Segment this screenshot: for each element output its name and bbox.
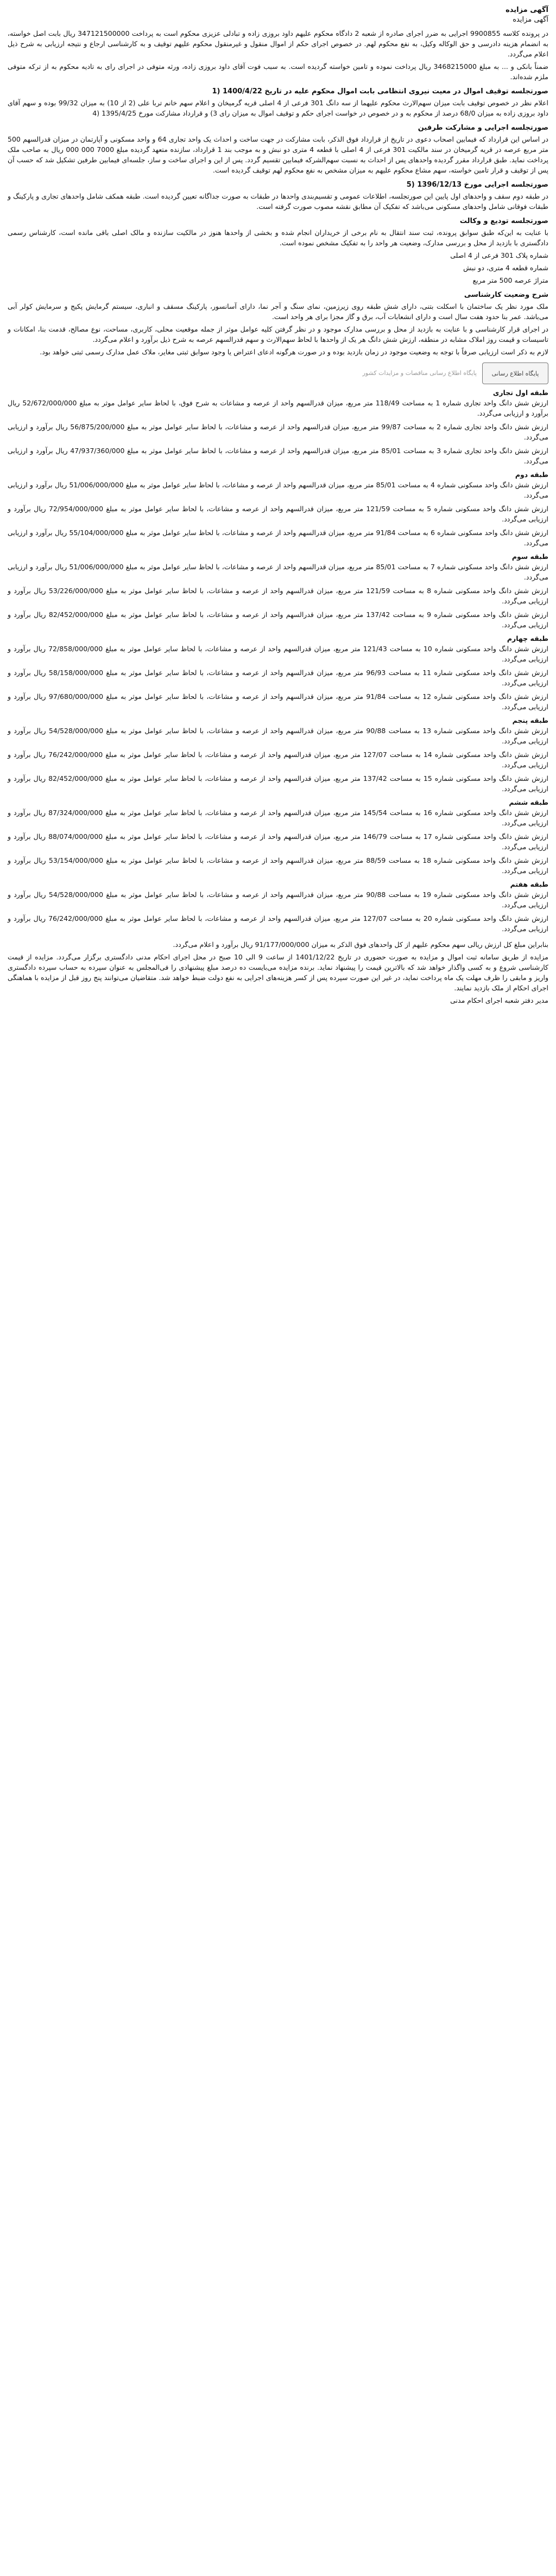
section-1-title: صورتجلسه توقیف اموال در معیت نیروی انتظامی بابت اموال محکوم علیه در تاریخ 1400/4/22 (1 [212,87,548,96]
unit-item: ارزش شش دانگ واحد تجاری شماره 1 به مساحت 118/49 متر مربع، میزان قدرالسهم واحد از عرصه و مشاعات به شرح فوق، با لحاظ سایر عوامل موثر به مبلغ 52/672/000/000 ریال برآورد و ارزیابی می‌گردد. [8,399,548,417]
floor-1-block [8,387,548,466]
section-4-detail-1: شماره پلاک 301 فرعی از 4 اصلی [450,251,548,259]
section-4-detail-2: شماره قطعه 4 متری، دو نبش [463,264,548,272]
floor-6-title: طبقه ششم [509,798,548,806]
floor-5-title: طبقه پنجم [512,716,548,724]
section-5-body-1: ملک مورد نظر یک ساختمان با اسکلت بتنی، دارای شش طبقه روی زیرزمین، نمای سنگ و آجر نما، دارای آسانسور، پارکینگ مسقف و انباری، سیستم گرمایش پکیج و سرمایش کولر آبی می‌باشد. عمر بنا حدود هفت سال است و دارای انشعابات آب، برق و گاز مجزا برای هر واحد است. [8,302,548,321]
floor-4-block [8,633,548,712]
unit-item: ارزش شش دانگ واحد مسکونی شماره 10 به مساحت 121/43 متر مربع، میزان قدرالسهم واحد از عرصه و مشاعات، با لحاظ سایر عوامل موثر به مبلغ 72/858/000/000 ریال برآورد و ارزیابی می‌گردد. [8,645,548,663]
footer-block [8,939,548,1006]
footer-paragraph-1: بنابراین مبلغ کل ارزش ریالی سهم محکوم علیهم از کل واحدهای فوق الذکر به میزان 91/177/000/000 ریال برآورد و اعلام می‌گردد. [173,940,548,949]
floor-7-block [8,879,548,934]
site-logo: پایگاه اطلاع رسانی [482,362,548,384]
section-1-body: اعلام نظر در خصوص توقیف بابت میزان سهم‌الارث محکوم علیهما از سه دانگ 301 فرعی از 4 اصلی قریه گرمیخان و اعلام سهم خانم تربا علی (2 از 10) به میزان 99/32 بوده و سهم آقای داود بروزی زاده به میزان 68/0 درصد از محکوم به و در خصوص در خواست اجرای حکم و توقیف اموال به میزان رای 3) و قرارداد مشارکت مورخ 1395/4/25 (4 [8,99,548,117]
floor-2-title: طبقه دوم [515,470,548,479]
section-3-body: در طبقه دوم سقف و واحدهای اول پایین این صورتجلسه، اطلاعات عمومی و تقسیم‌بندی واحدها در طبقات به صورت جداگانه تعیین گردیده است. طبقه همکف شامل واحدهای تجاری و پارکینگ و طبقات فوقانی شامل واحدهای مسکونی می‌باشد که تفکیک آن مطابق نقشه مصوب صورت گرفته است. [8,192,548,211]
unit-item: ارزش شش دانگ واحد مسکونی شماره 9 به مساحت 137/42 متر مربع، میزان قدرالسهم واحد از عرصه و مشاعات، با لحاظ سایر عوامل موثر به مبلغ 82/452/000/000 ریال برآورد و ارزیابی می‌گردد. [8,610,548,629]
unit-item: ارزش شش دانگ واحد مسکونی شماره 12 به مساحت 91/84 متر مربع، میزان قدرالسهم واحد از عرصه و مشاعات، با لحاظ سایر عوامل موثر به مبلغ 97/680/000/000 ریال برآورد و ارزیابی می‌گردد. [8,692,548,711]
section-2-body: در اساس این قرارداد که فیمابین اصحاب دعوی در تاریخ از قرارداد فوق الذکر، بابت مشارکت در جهت ساخت و احداث یک واحد تجاری 64 و واحد مسکونی و آپارتمان در میزان قدرالسهم 500 متر مربع عرصه در قریه گرمیخان در سند مالکیت 301 فرعی از 4 اصلی با قطعه 4 متری دو نبش و به موجب بند 1 قرارداد، سازنده متعهد گردیده مبلغ 7000 000 000 ریال به صاحب ملک پرداخت نماید. طبق قرارداد مقرر گردیده واحدهای پس از احداث به نسبت سهم‌الشرکه فیمابین تقسیم گردد. پس از این و اجرای ساخت و ساز، جلسه‌ای فیمابین طرفین تشکیل شد که حسب آن پس از توقیف و قرار تامین خواسته، سهم مشاع محکوم علیهم به میزان مشخص به نفع محکوم لهم توقیف گردیده است. [8,135,548,174]
footer-signature: مدیر دفتر شعبه اجرای احکام مدنی [450,996,548,1004]
notice-subtitle: آگهی مزایده [513,16,548,24]
footer-paragraph-2: مزایده از طریق سامانه ثبت اموال و مزایده به صورت حضوری در تاریخ 1401/12/22 از ساعت 9 الی 10 صبح در محل اجرای احکام مدنی دادگستری برگزار می‌گردد. مزایده از قیمت کارشناسی شروع و به کسی واگذار خواهد شد که بالاترین قیمت را پیشنهاد نماید. برنده مزایده می‌بایست ده درصد مبلغ پیشنهادی را فی‌المجلس به عنوان سپرده به حساب سپرده دادگستری واریز و مابقی را ظرف مهلت یک ماه پرداخت نماید، در غیر این صورت سپرده پس از کسر هزینه‌های اجرایی به نفع دولت ضبط خواهد شد. متقاضیان می‌توانند پنج روز قبل از مزایده با هماهنگی اجرای احکام از ملک بازدید نمایند. [8,953,548,992]
unit-item: ارزش شش دانگ واحد مسکونی شماره 20 به مساحت 127/07 متر مربع، میزان قدرالسهم واحد از عرصه و مشاعات، با لحاظ سایر عوامل موثر به مبلغ 76/242/000/000 ریال برآورد و ارزیابی می‌گردد. [8,914,548,933]
notice-title: آگهی مزایده [506,6,548,14]
unit-item: ارزش شش دانگ واحد مسکونی شماره 17 به مساحت 146/79 متر مربع، میزان قدرالسهم واحد از عرصه و مشاعات، با لحاظ سایر عوامل موثر به مبلغ 88/074/000/000 ریال برآورد و ارزیابی می‌گردد. [8,832,548,851]
floor-2-block [8,469,548,548]
floor-7-title: طبقه هفتم [510,880,548,888]
logo-row [8,362,548,384]
floor-3-block [8,551,548,630]
unit-item: ارزش شش دانگ واحد مسکونی شماره 4 به مساحت 85/01 متر مربع، میزان قدرالسهم واحد از عرصه و مشاعات، با لحاظ سایر عوامل موثر به مبلغ 51/006/000/000 ریال برآورد و ارزیابی می‌گردد. [8,481,548,499]
unit-item: ارزش شش دانگ واحد مسکونی شماره 15 به مساحت 137/42 متر مربع، میزان قدرالسهم واحد از عرصه و مشاعات، با لحاظ سایر عوامل موثر به مبلغ 82/452/000/000 ریال برآورد و ارزیابی می‌گردد. [8,774,548,793]
floor-4-title: طبقه چهارم [507,634,548,643]
unit-item: ارزش شش دانگ واحد مسکونی شماره 5 به مساحت 121/59 متر مربع، میزان قدرالسهم واحد از عرصه و مشاعات، با لحاظ سایر عوامل موثر به مبلغ 72/954/000/000 ریال برآورد و ارزیابی می‌گردد. [8,505,548,523]
floor-6-block [8,797,548,876]
watermark-text: پایگاه اطلاع رسانی مناقصات و مزایدات کشور [362,370,477,377]
unit-item: ارزش شش دانگ واحد مسکونی شماره 11 به مساحت 96/93 متر مربع، میزان قدرالسهم واحد از عرصه و مشاعات، با لحاظ سایر عوامل موثر به مبلغ 58/158/000/000 ریال برآورد و ارزیابی می‌گردد. [8,669,548,687]
section-4-detail-3: متراژ عرصه 500 متر مربع [472,276,548,284]
unit-item: ارزش شش دانگ واحد مسکونی شماره 8 به مساحت 121/59 متر مربع، میزان قدرالسهم واحد از عرصه و مشاعات، با لحاظ سایر عوامل موثر به مبلغ 53/226/000/000 ریال برآورد و ارزیابی می‌گردد. [8,587,548,605]
section-4-title: صورتجلسه تودیع و وکالت [459,217,548,225]
floor-3-title: طبقه سوم [511,552,548,561]
intro-paragraph-2: ضمناً بانکی و ... به مبلغ 3468215000 ریال پرداخت نموده و تامین خواسته گردیده است. به سبب فوت آقای داود بروزی زاده، ورثه متوفی در اجرای رای به تادیه محکوم به از ترکه متوفی ملزم شده‌اند. [8,62,548,81]
intro-paragraph-1: در پرونده کلاسه 9900855 اجرایی به ضرر اجرای صادره از شعبه 2 دادگاه محکوم علیهم داود بروزی زاده و تبادلی عزیزی محکوم است به پرداخت 347121500000 ریال بابت اصل خواسته، به انضمام هزینه دادرسی و حق الوکاله وکیل، به نفع محکوم لهم. در خصوص اجرای حکم از اموال منقول و غیرمنقول محکوم علیهم توقیف و به کارشناسی ارجاع و نتیجه ارزیابی به شرح ذیل اعلام می‌گردد. [8,29,548,58]
unit-item: ارزش شش دانگ واحد مسکونی شماره 6 به مساحت 91/84 متر مربع، میزان قدرالسهم واحد از عرصه و مشاعات، با لحاظ سایر عوامل موثر به مبلغ 55/104/000/000 ریال برآورد و ارزیابی می‌گردد. [8,529,548,547]
unit-item: ارزش شش دانگ واحد مسکونی شماره 18 به مساحت 88/59 متر مربع، میزان قدرالسهم واحد از عرصه و مشاعات، با لحاظ سایر عوامل موثر به مبلغ 53/154/000/000 ریال برآورد و ارزیابی می‌گردد. [8,856,548,875]
section-5-body-3: لازم به ذکر است ارزیابی صرفاً با توجه به وضعیت موجود در زمان بازدید بوده و در صورت هرگونه ادعای اعتراض یا وجود سوابق ثبتی مغایر، ملاک عمل مدارک رسمی ثبتی خواهد بود. [40,348,548,356]
unit-item: ارزش شش دانگ واحد مسکونی شماره 7 به مساحت 85/01 متر مربع، میزان قدرالسهم واحد از عرصه و مشاعات، با لحاظ سایر عوامل موثر به مبلغ 51/006/000/000 ریال برآورد و ارزیابی می‌گردد. [8,563,548,581]
unit-item: ارزش شش دانگ واحد مسکونی شماره 16 به مساحت 145/54 متر مربع، میزان قدرالسهم واحد از عرصه و مشاعات، با لحاظ سایر عوامل موثر به مبلغ 87/324/000/000 ریال برآورد و ارزیابی می‌گردد. [8,809,548,827]
floor-1-title: طبقه اول تجاری [492,389,548,397]
document-page [0,0,556,1019]
section-5-title: شرح وضعیت کارشناسی [464,291,548,299]
unit-item: ارزش شش دانگ واحد تجاری شماره 2 به مساحت 99/87 متر مربع، میزان قدرالسهم واحد از عرصه و مشاعات، با لحاظ سایر عوامل موثر به مبلغ 56/875/200/000 ریال برآورد و ارزیابی می‌گردد. [8,423,548,441]
section-5-body-2: در اجرای قرار کارشناسی و با عنایت به بازدید از محل و بررسی مدارک موجود و در نظر گرفتن کلیه عوامل موثر از جمله موقعیت محلی، کاربری، مساحت، نوع مصالح، قدمت بنا، امکانات و تاسیسات و قیمت روز املاک مشابه در منطقه، ارزش شش دانگ هر یک از واحدها با لحاظ سهم‌الارث و سهم قدرالسهم عرصه به شرح ذیل برآورد و اعلام می‌گردد. [8,325,548,344]
section-3-title: صورتجلسه اجرایی مورخ 1396/12/13 (5 [406,181,548,189]
section-2-title: صورتجلسه اجرایی و مشارکت طرفین [418,124,548,132]
unit-item: ارزش شش دانگ واحد مسکونی شماره 19 به مساحت 90/88 متر مربع، میزان قدرالسهم واحد از عرصه و مشاعات، با لحاظ سایر عوامل موثر به مبلغ 54/528/000/000 ریال برآورد و ارزیابی می‌گردد. [8,891,548,909]
section-4-body: با عنایت به این‌که طبق سوابق پرونده، ثبت سند انتقال به نام برخی از خریداران انجام شده و بخشی از واحدها هنوز در مالکیت سازنده و مالک اصلی باقی مانده است، کارشناس رسمی دادگستری با بازدید از محل و بررسی مدارک، وضعیت هر واحد را به تفکیک مشخص نموده است. [8,228,548,247]
unit-item: ارزش شش دانگ واحد مسکونی شماره 13 به مساحت 90/88 متر مربع، میزان قدرالسهم واحد از عرصه و مشاعات، با لحاظ سایر عوامل موثر به مبلغ 54/528/000/000 ریال برآورد و ارزیابی می‌گردد. [8,727,548,745]
floor-5-block [8,715,548,794]
unit-item: ارزش شش دانگ واحد مسکونی شماره 14 به مساحت 127/07 متر مربع، میزان قدرالسهم واحد از عرصه و مشاعات، با لحاظ سایر عوامل موثر به مبلغ 76/242/000/000 ریال برآورد و ارزیابی می‌گردد. [8,750,548,769]
unit-item: ارزش شش دانگ واحد تجاری شماره 3 به مساحت 85/01 متر مربع، میزان قدرالسهم واحد از عرصه و مشاعات، با لحاظ سایر عوامل موثر به مبلغ 47/937/360/000 ریال برآورد و ارزیابی می‌گردد. [8,447,548,465]
